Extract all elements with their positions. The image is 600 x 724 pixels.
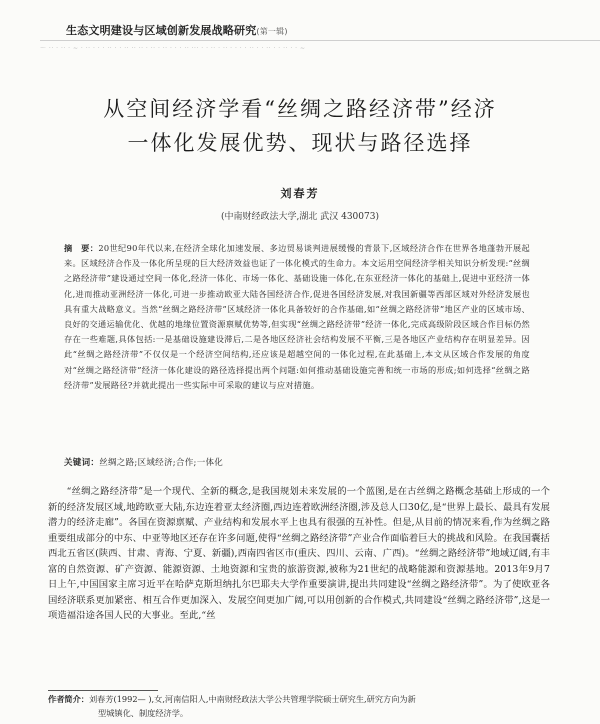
journal-title: 生态文明建设与区域创新发展战略研究 — [66, 24, 257, 37]
article-title — [40, 92, 560, 160]
footnote-line-2: 型城镇化、制度经济学。 — [98, 708, 189, 718]
author-footnote — [48, 692, 554, 720]
body-paragraph: “丝绸之路经济带”是一个现代、全新的概念,是我国规划未来发展的一个蓝图,是在古丝绸之路概念基础上形成的一个新的经济发展区域,地跨欧亚大陆,东边连着亚太经济圈,西边连着欧洲经济圈,涉及总人口30亿,是“世界上最长、最具有发展潜力的经济走廊”。各国在资源禀赋、产业结构和发展水平上也具有很强的互补性。但是,从目前的情况来看,作为丝绸之路重要组成部分的中东、中亚等地区还存在许多问题,使得“丝绸之路经济带”产业合作面临着巨大的挑战和风险。在我国囊括西北五省区(陕西、甘肃、青海、宁夏、新疆),西南四省区市(重庆、四川、云南、广西)。“丝绸之路经济带”地域辽阔,有丰富的自然资源、矿产资源、能源资源、土地资源和宝贵的旅游资源,被称为21世纪的战略能源和资源基地。2013年9月7日上午,中国国家主席习近平在哈萨克斯坦纳扎尔巴耶夫大学作重要演讲,提出共同建设“丝绸之路经济带”。为了使欧亚各国经济联系更加紧密、相互合作更加深入、发展空间更加广阔,可以用创新的合作模式,共同建设“丝绸之路经济带”,这是一项造福沿途各国人民的大事业。至此,“丝 — [48, 486, 551, 621]
abstract-text: 20世纪90年代以来,在经济全球化加速发展、多边贸易谈判进展缓慢的背景下,区域经济合作在世界各地蓬勃开展起来。区域经济合作及一体化所呈现的巨大经济效益也证了一体化模式的生命力。本文运用空间经济学相关知识分析发现:“丝绸之路经济带”建设通过空间一体化,经济一体化、市场一体化、基础设施一体化,在东亚经济一体化的基础上,促进中亚经济一体化,进而推动亚洲经济一体化,可进一步推动欧亚大陆各国经济合作,促进各国经济发展,对我国新疆等西部区域对外经济发展也具有重大战略意义。当然“丝绸之路经济带”区域经济一体化具备较好的合作基础,如“丝绸之路经济带”地区产业的区域市场、良好的交通运输优化、优越的地缘位置资源禀赋优势等,但实现“丝绸之路经济带”经济一体化,完成高级阶段区域合作目标仍然存在一些难题,具体包括:一是基础设施建设滞后,二是各地区经济社会结构发展不平衡,三是各地区产业结构存在明显差异。因此“丝绸之路经济带”不仅仅是一个经济空间结构,还应该是超越空间的一体化过程,在此基础上,本文从区域合作发展的角度对“丝绸之路经济带”经济一体化建设的路径选择提出两个问题:如何推动基础设施完善和统一市场的形成;如何选择“丝绸之路经济带”发展路径?并就此提出一些实际中可采取的建议与应对措施。 — [64, 243, 530, 390]
article-title-line-1: 从空间经济学看“丝绸之路经济带”经济 — [103, 97, 497, 121]
article-title-line-2: 一体化发展优势、现状与路径选择 — [127, 131, 473, 155]
keywords-text: 丝绸之路;区域经济;合作;一体化 — [99, 458, 224, 468]
footnote-label: 作者简介： — [48, 694, 89, 704]
abstract-label: 摘 要： — [64, 243, 99, 253]
header-rule — [40, 40, 600, 41]
author-affiliation: (中南财经政法大学,湖北 武汉 430073) — [221, 212, 379, 222]
footnote-rule — [48, 690, 158, 691]
keywords — [64, 456, 530, 468]
keywords-label: 关键词： — [64, 458, 100, 468]
header-scan-noise: ～ ·· · ·· · ~ · ·· · · · ·· · · ·· ·· ·· · ·· · ·· · · · ·· ··· · · ·· · ·· · · · · ·· · · ·· · · ·· · · ~ — [40, 45, 306, 52]
footnote-line-1: 刘春芳(1992— ),女,河南信阳人,中南财经政法大学公共管理学院硕士研究生,研究方向为新 — [88, 694, 416, 704]
journal-volume: (第一辑) — [256, 27, 288, 36]
running-head — [66, 22, 546, 38]
author-name: 刘春芳 — [280, 187, 320, 200]
abstract — [64, 241, 530, 393]
